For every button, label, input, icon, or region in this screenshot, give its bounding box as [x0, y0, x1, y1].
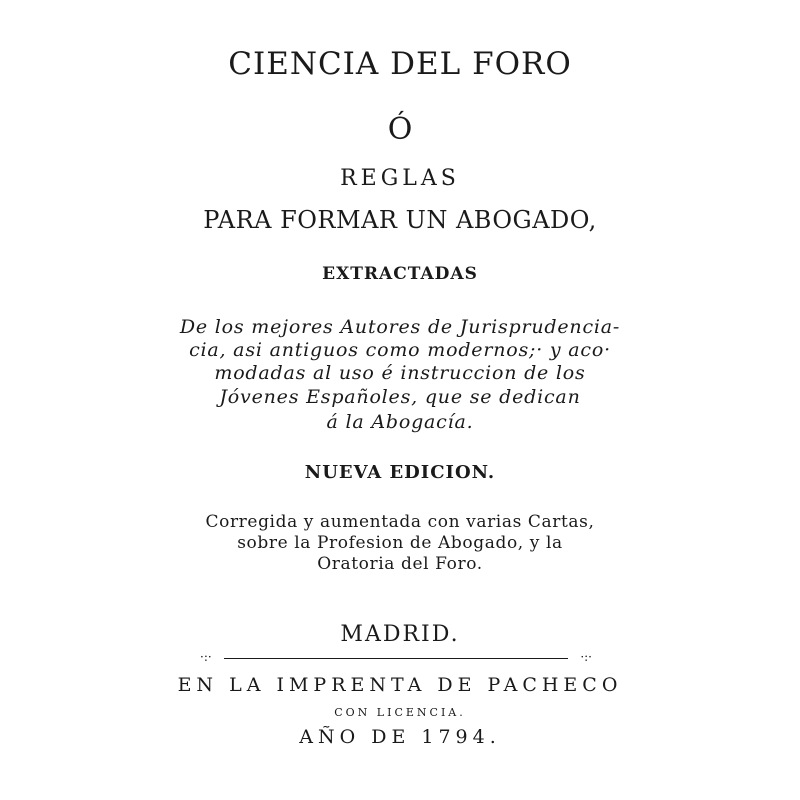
- description-line: cia, asi antiguos como modernos;· y aco·: [189, 339, 611, 361]
- description-line: Jóvenes Españoles, que se dedican: [219, 386, 581, 408]
- imprint-year: AÑO DE 1794.: [299, 726, 501, 748]
- description-line: De los mejores Autores de Jurisprudencia-: [179, 316, 621, 338]
- description-line: modadas al uso é instruccion de los: [214, 362, 586, 384]
- extractadas-heading: EXTRACTADAS: [322, 264, 478, 284]
- book-title: CIENCIA DEL FORO: [228, 46, 572, 82]
- imprint-printer: EN LA IMPRENTA DE PACHECO: [177, 674, 623, 696]
- edition-statement: NUEVA EDICION.: [304, 462, 496, 483]
- book-subtitle: PARA FORMAR UN ABOGADO,: [203, 206, 597, 234]
- imprint-city: MADRID.: [340, 622, 460, 647]
- correction-line: Corregida y aumentada con varias Cartas,: [205, 512, 595, 532]
- imprint-license: CON LICENCIA.: [334, 706, 466, 719]
- ornamental-rule: [200, 652, 592, 666]
- reglas-heading: REGLAS: [340, 166, 460, 191]
- correction-line: Oratoria del Foro.: [317, 554, 483, 574]
- correction-line: sobre la Profesion de Abogado, y la: [237, 533, 563, 553]
- rule-line: [224, 658, 568, 659]
- description-line: á la Abogacía.: [326, 411, 474, 433]
- ornament-right-icon: ·:·: [580, 650, 592, 664]
- ornament-left-icon: ·:·: [200, 650, 212, 664]
- title-conjunction: Ó: [387, 112, 413, 147]
